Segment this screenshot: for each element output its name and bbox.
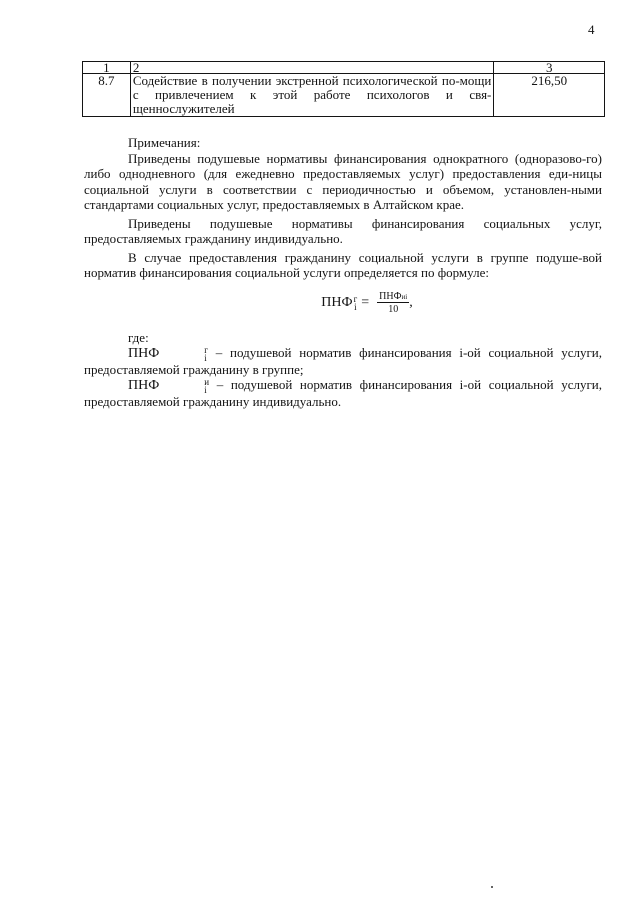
where-label: где: [128, 329, 149, 345]
definition-group [84, 345, 602, 377]
formula-lhs: ПНФ г i [321, 294, 358, 312]
formula-tail: , [409, 295, 413, 311]
scan-speck [491, 886, 493, 888]
notes-paragraph-1: Приведены подушевые нормативы финансирования однократного (одноразово-го) либо однодневного (для ежедневно предоставляемых услуг) предоставления еди-ницы социальной услуги в соответствии с периодичностью и объемом, установлен-ными стандартами социальных услуг, предоставляемых в Алтайском крае. [84, 150, 602, 212]
notes-paragraph-2: Приведены подушевые нормативы финансирования социальных услуг, предоставляемых гражданину индивидуально. [84, 215, 602, 246]
formula-fraction [377, 291, 409, 316]
definition-individual-text: – подушевой норматив финансирования i-ой социальной услуги, предоставляемой гражданину индивидуально. [84, 377, 602, 410]
row-number: 8.7 [83, 74, 131, 117]
notes-paragraph-3: В случае предоставления гражданину социальной услуги в группе подуше-вой норматив финансирования социальной услуги определяется по формуле: [84, 249, 602, 280]
norm-value: 216,50 [494, 74, 605, 117]
definition-group-symbol: ПНФ г i [128, 344, 208, 363]
formula-denominator: 10 [388, 303, 399, 315]
column-header-3: 3 [494, 62, 605, 74]
notes-heading: Примечания: [128, 135, 201, 150]
page-number: 4 [588, 22, 595, 37]
formula [132, 291, 602, 316]
column-header-2: 2 [130, 62, 494, 74]
definition-individual [84, 377, 602, 409]
definition-individual-symbol: ПНФ и i [128, 377, 210, 396]
notes-section [84, 135, 602, 410]
column-header-1: 1 [83, 62, 131, 74]
formula-numerator: ПНФиi [379, 290, 408, 302]
formula-equals: = [361, 295, 370, 311]
service-description: Содействие в получении экстренной психологической по-мощи с привлечением к этой работе психологов и свя-щеннослужителей [130, 74, 494, 117]
table-header-row [83, 62, 605, 74]
definition-group-text: – подушевой норматив финансирования i-ой социальной услуги, предоставляемой гражданину в группе; [84, 345, 602, 377]
table-row [83, 74, 605, 117]
norms-table [82, 61, 605, 117]
